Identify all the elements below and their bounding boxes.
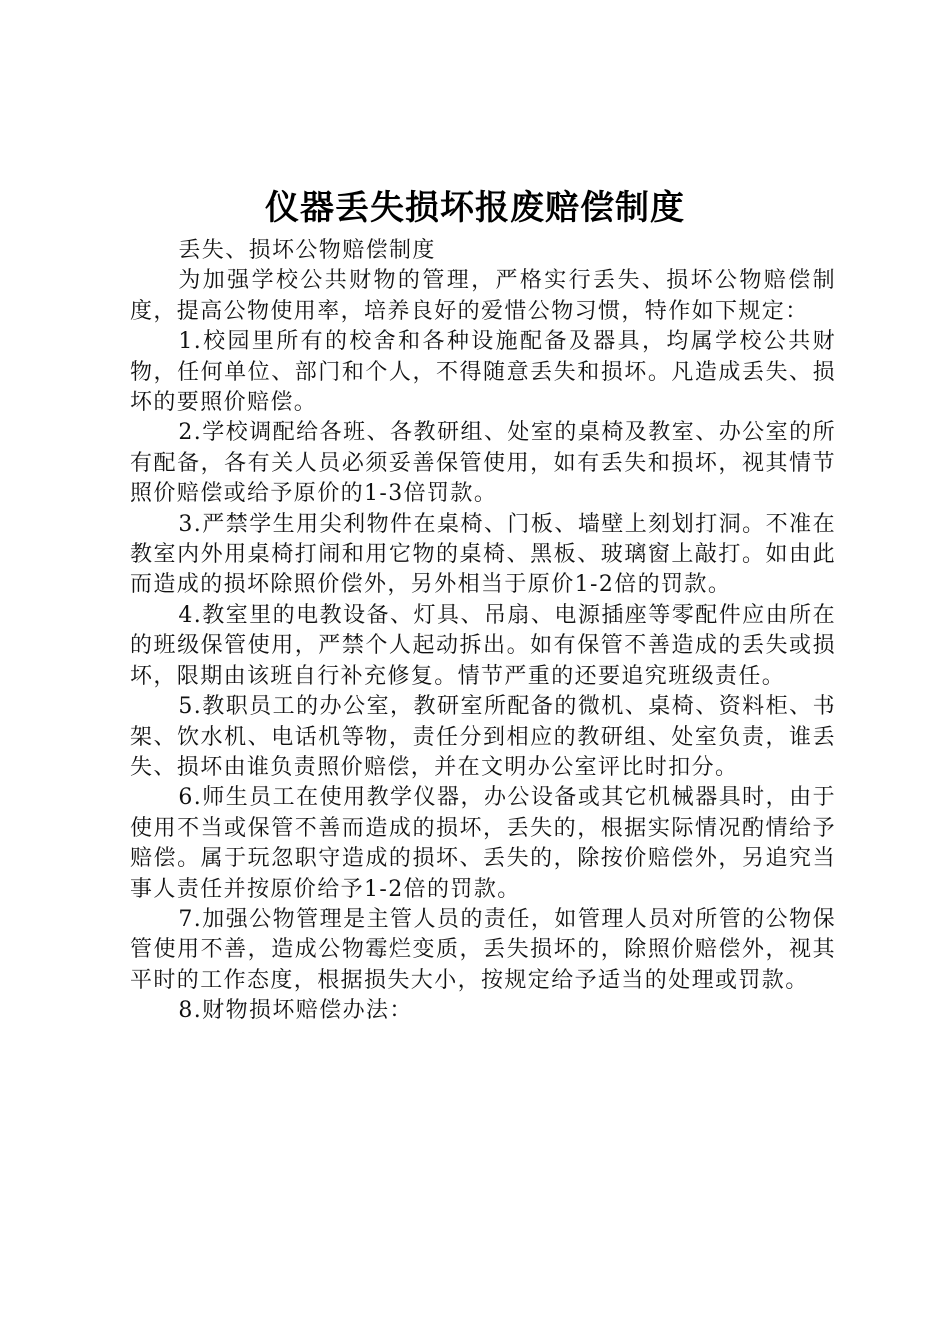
document-body (130, 236, 836, 1027)
rule-2-paragraph: 2.学校调配给各班、各教研组、处室的桌椅及教室、办公室的所有配备，各有关人员必须妥善保管使用，如有丢失和损坏，视其情节照价赔偿或给予原价的1-3倍罚款。 (130, 420, 836, 507)
rule-1-paragraph: 1.校园里所有的校舍和各种设施配备及器具，均属学校公共财物，任何单位、部门和个人，不得随意丢失和损坏。凡造成丢失、损坏的要照价赔偿。 (130, 329, 836, 416)
rule-7-paragraph: 7.加强公物管理是主管人员的责任，如管理人员对所管的公物保管使用不善，造成公物霉烂变质，丢失损坏的，除照价赔偿外，视其平时的工作态度，根据损失大小，按规定给予适当的处理或罚款。 (130, 906, 836, 993)
subheading: 丢失、损坏公物赔偿制度 (178, 238, 436, 263)
rule-6-paragraph: 6.师生员工在使用教学仪器，办公设备或其它机械器具时，由于使用不当或保管不善而造成的损坏，丢失的，根据实际情况酌情给予赔偿。属于玩忽职守造成的损坏、丢失的，除按价赔偿外，另追究当事人责任并按原价给予1-2倍的罚款。 (130, 785, 836, 902)
rule-8-paragraph: 8.财物损坏赔偿办法： (178, 998, 413, 1024)
rule-4-paragraph: 4.教室里的电教设备、灯具、吊扇、电源插座等零配件应由所在的班级保管使用，严禁个人起动拆出。如有保管不善造成的丢失或损坏，限期由该班自行补充修复。情节严重的还要追究班级责任。 (130, 602, 836, 689)
intro-paragraph: 为加强学校公共财物的管理，严格实行丢失、损坏公物赔偿制度，提高公物使用率，培养良好的爱惜公物习惯，特作如下规定： (130, 268, 836, 324)
document-title: 仪器丢失损坏报废赔偿制度 (265, 188, 685, 228)
rule-3-paragraph: 3.严禁学生用尖利物件在桌椅、门板、墙壁上刻划打洞。不准在教室内外用桌椅打闹和用它物的桌椅、黑板、玻璃窗上敲打。如由此而造成的损坏除照价偿外，另外相当于原价1-2倍的罚款。 (130, 511, 836, 598)
rule-5-paragraph: 5.教职员工的办公室，教研室所配备的微机、桌椅、资料柜、书架、饮水机、电话机等物，责任分到相应的教研组、处室负责，谁丢失、损坏由谁负责照价赔偿，并在文明办公室评比时扣分。 (130, 694, 836, 780)
